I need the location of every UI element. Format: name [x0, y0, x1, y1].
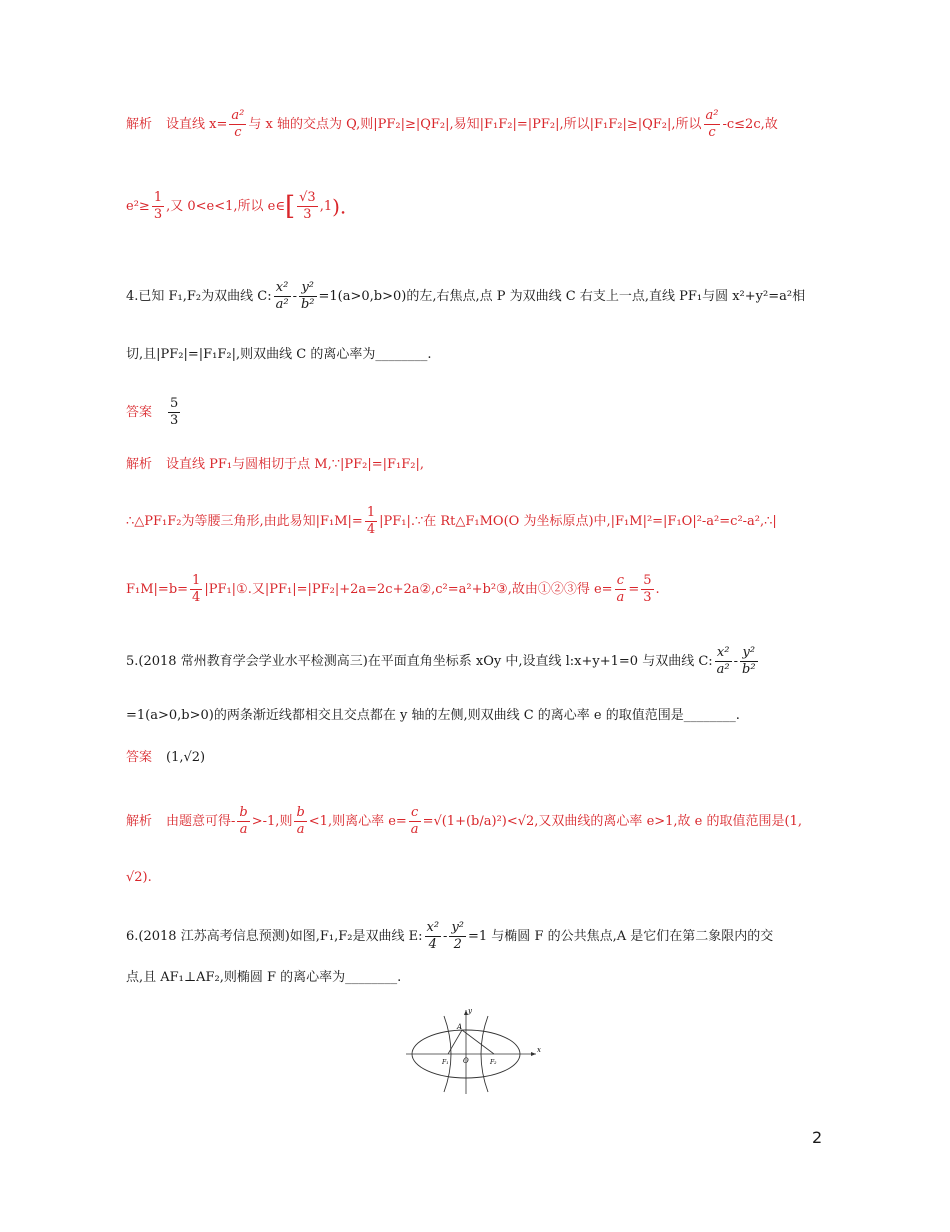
analysis3-line1	[126, 108, 826, 141]
q5-analysis-text: 由题意可得-	[166, 814, 236, 829]
fraction-numerator: a²	[231, 108, 245, 123]
q5-answer	[126, 748, 826, 768]
x-axis-arrow	[531, 1052, 536, 1056]
fraction-denominator: 3	[153, 207, 163, 222]
analysis3-line2	[126, 190, 826, 223]
q4-analysis-text: F₁M|=b=	[126, 582, 189, 597]
fraction-denominator: 3	[303, 207, 312, 222]
analysis3-text: 与 x 轴的交点为 Q,则|PF₂|≥|QF₂|,易知|F₁F₂|=|PF₂|,所以|F₁F₂|≥|QF₂|,所以	[248, 117, 702, 132]
fraction	[740, 645, 758, 678]
analysis-label: 解析	[126, 814, 153, 829]
fraction	[229, 108, 246, 141]
fraction-numerator: y²	[740, 645, 758, 662]
answer-label: 答案	[126, 750, 153, 765]
q6-text: =1 与椭圆 F 的公共焦点,A 是它们在第二象限内的交	[468, 929, 774, 944]
ellipse-hyperbola-figure	[404, 1002, 546, 1096]
fraction-numerator: √3	[299, 190, 316, 205]
q4-analysis-text: |PF₁|①.又|PF₁|=|PF₂|+2a=2c+2a②,c²=a²+b²③,故由①②③得 e=	[204, 582, 613, 597]
fraction	[615, 573, 627, 606]
analysis3-text: -c≤2c,故	[722, 117, 778, 132]
fraction	[297, 190, 318, 223]
q6-text: 6.(2018 江苏高考信息预测)如图,F₁,F₂是双曲线 E:	[126, 929, 423, 944]
analysis-label: 解析	[126, 457, 153, 472]
fraction-denominator: 3	[170, 413, 179, 428]
q5-line1	[126, 645, 826, 678]
fraction	[704, 108, 721, 141]
point-a-label: A	[457, 1023, 463, 1031]
analysis3-text: e²≥	[126, 199, 150, 214]
q4-analysis-text: .	[655, 582, 660, 597]
fraction-denominator: a	[616, 590, 625, 605]
q4-analysis-line2	[126, 505, 826, 538]
answer-value: (1,√2)	[166, 750, 206, 765]
q5-analysis-line1	[126, 805, 826, 838]
q4-line2: 切,且|PF₂|=|F₁F₂|,则双曲线 C 的离心率为________.	[126, 347, 432, 362]
fraction-numerator: x²	[274, 280, 291, 297]
q5-analysis-text: >-1,则	[251, 814, 293, 829]
page-number: 2	[812, 1128, 823, 1147]
fraction	[294, 805, 306, 838]
q5-text: 5.(2018 常州教育学会学业水平检测高三)在平面直角坐标系 xOy 中,设直线 l:x+y+1=0 与双曲线 C:	[126, 654, 713, 669]
fraction	[365, 505, 377, 538]
fraction-denominator: 3	[643, 590, 652, 605]
bracket-close: ).	[332, 194, 347, 219]
q4-analysis-text: |PF₁|.∵在 Rt△F₁MO(O 为坐标原点)中,|F₁M|²=|F₁O|²-a²=c²-a²,∴|	[379, 514, 777, 529]
fraction-denominator: 4	[428, 937, 437, 952]
q4-text: 4.已知 F₁,F₂为双曲线 C:	[126, 289, 272, 304]
fraction-denominator: a	[239, 822, 248, 837]
minus-sign: -	[292, 289, 297, 304]
q4-text: =1(a>0,b>0)的左,右焦点,点 P 为双曲线 C 右支上一点,直线 PF₁与圆 x²+y²=a²相	[318, 289, 806, 304]
q6-line2: 点,且 AF₁⊥AF₂,则椭圆 F 的离心率为________.	[126, 970, 402, 985]
fraction-numerator: 1	[153, 190, 163, 205]
q4-analysis-line3	[126, 573, 826, 606]
fraction-numerator: a²	[705, 108, 719, 123]
analysis3-text: ,1	[319, 199, 333, 214]
q6-line1	[126, 920, 826, 953]
fraction-numerator: 5	[170, 396, 179, 411]
answer-fraction	[168, 396, 180, 429]
fraction-denominator: a²	[275, 297, 289, 312]
minus-sign: -	[443, 929, 448, 944]
fraction	[237, 805, 249, 838]
fraction-numerator: 5	[643, 573, 652, 588]
fraction-numerator: c	[615, 573, 627, 590]
fraction-denominator: a	[296, 822, 305, 837]
minus-sign: -	[733, 654, 739, 669]
y-axis-label: y	[468, 1007, 472, 1015]
fraction-numerator: y²	[299, 280, 317, 297]
q4-answer	[126, 396, 826, 429]
fraction-numerator: x²	[715, 645, 732, 662]
q4-analysis-line1	[126, 455, 826, 475]
fraction	[299, 280, 317, 313]
fraction-denominator: 4	[366, 522, 376, 537]
focus-f1-label: F₁	[442, 1059, 449, 1066]
fraction-denominator: b²	[300, 297, 315, 312]
fraction	[425, 920, 442, 953]
origin-label: O	[463, 1057, 469, 1065]
fraction	[190, 573, 202, 606]
q5-line2: =1(a>0,b>0)的两条渐近线都相交且交点都在 y 轴的左侧,则双曲线 C 的离心率 e 的取值范围是________.	[126, 708, 740, 723]
q4-analysis-text: 设直线 PF₁与圆相切于点 M,∵|PF₂|=|F₁F₂|,	[166, 457, 424, 472]
fraction-denominator: 2	[453, 937, 462, 952]
fraction-numerator: b	[239, 805, 248, 820]
fraction	[715, 645, 732, 678]
fraction-denominator: b²	[742, 662, 756, 677]
focus-f2-label: F₂	[490, 1059, 497, 1066]
q4-analysis-text: ∴△PF₁F₂为等腰三角形,由此易知|F₁M|=	[126, 514, 363, 529]
x-axis-label: x	[537, 1046, 541, 1054]
fraction-numerator: b	[296, 805, 305, 820]
q5-analysis-text: =√(1+(b/a)²)<√2,又双曲线的离心率 e>1,故 e 的取值范围是(1,	[422, 814, 802, 829]
fraction-denominator: c	[708, 125, 716, 140]
fraction-numerator: 1	[366, 505, 376, 520]
fraction-denominator: a	[410, 822, 419, 837]
analysis-label: 解析	[126, 117, 153, 132]
fraction-numerator: 1	[192, 573, 201, 588]
q4-line1	[126, 280, 826, 313]
fraction	[409, 805, 421, 838]
fraction-denominator: a²	[716, 662, 730, 677]
fraction-denominator: c	[234, 125, 242, 140]
fraction-denominator: 4	[192, 590, 201, 605]
analysis3-text: 设直线 x=	[166, 117, 228, 132]
fraction-numerator: c	[409, 805, 421, 822]
fraction	[152, 190, 164, 223]
bracket-open: [	[284, 191, 296, 222]
q4-analysis-text: =	[628, 582, 640, 597]
segment-af2	[462, 1030, 494, 1054]
analysis3-text: ,又 0<e<1,所以 e∈	[166, 199, 285, 214]
fraction	[449, 920, 466, 953]
q5-analysis-text: <1,则离心率 e=	[308, 814, 407, 829]
fraction	[274, 280, 291, 313]
fraction	[641, 573, 653, 606]
fraction-numerator: x²	[426, 920, 440, 935]
q5-analysis-line2: √2).	[126, 870, 152, 885]
answer-label: 答案	[126, 405, 153, 420]
fraction-numerator: y²	[451, 920, 465, 935]
